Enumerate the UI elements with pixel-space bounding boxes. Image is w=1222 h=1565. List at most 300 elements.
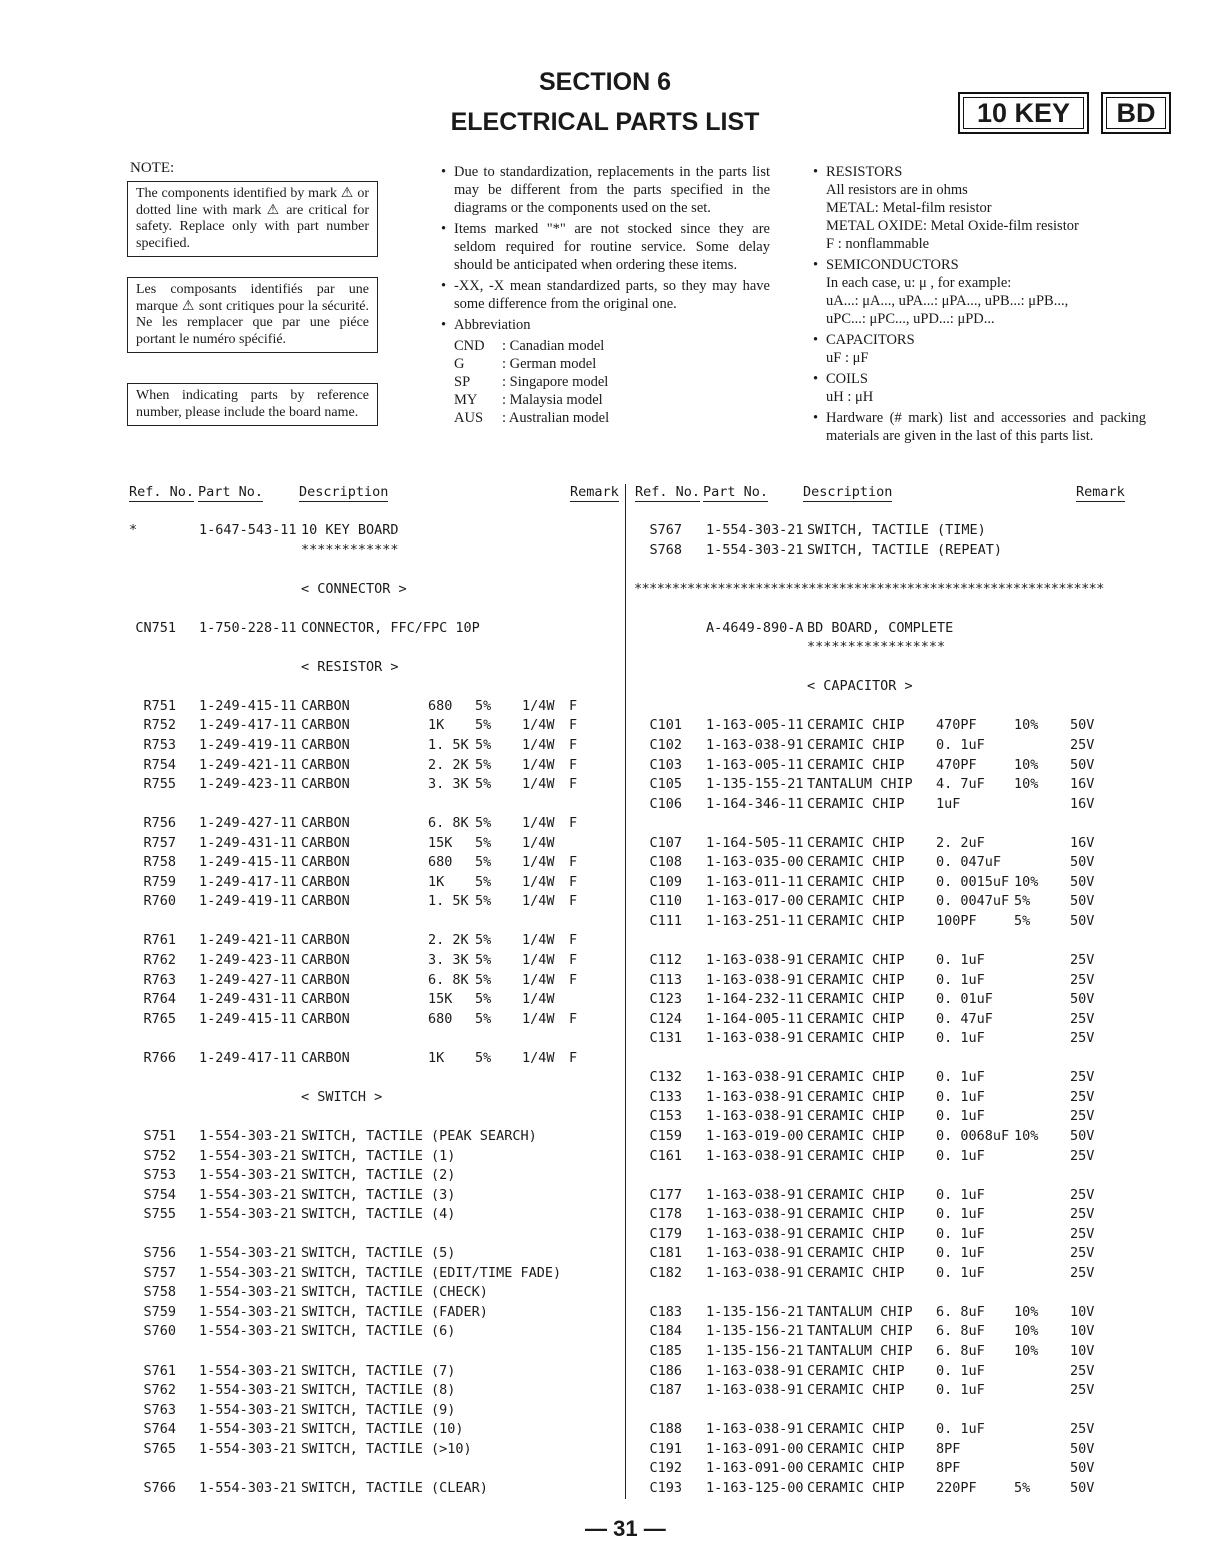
cell-ref-no: S754 <box>143 1186 176 1203</box>
table-row <box>628 835 1222 855</box>
cell-value: 0. 1uF <box>936 971 985 988</box>
note-label: NOTE: <box>130 160 175 176</box>
cell-tolerance: 5% <box>475 854 492 871</box>
cell-ref-no: S755 <box>143 1206 176 1223</box>
cell-description: CARBON <box>301 854 350 871</box>
table-row <box>0 972 622 992</box>
cell-description: < RESISTOR > <box>301 658 399 675</box>
cell-ref-no: R754 <box>143 756 176 773</box>
cell-tolerance: 10% <box>1014 1303 1039 1320</box>
cell-description: CERAMIC CHIP <box>807 1108 905 1125</box>
cell-remark: 25V <box>1070 1245 1095 1262</box>
cell-description: CARBON <box>301 834 350 851</box>
cell-tolerance: 10% <box>1014 776 1039 793</box>
coils-title: • COILS <box>812 370 1146 388</box>
capacitors-lines: uF : μF <box>826 350 869 366</box>
cell-tolerance: 5% <box>1014 893 1031 910</box>
table-row <box>628 600 1222 620</box>
table-row <box>0 1069 622 1089</box>
table-row <box>628 1245 1222 1265</box>
cell-ref-no: C193 <box>649 1479 682 1496</box>
cell-tolerance: 10% <box>1014 1127 1039 1144</box>
cell-value: 1uF <box>936 795 961 812</box>
cell-part-no: 1-163-035-00 <box>706 854 804 871</box>
table-row <box>0 1030 622 1050</box>
cell-value: 2. 2K <box>428 756 469 773</box>
cell-description: SWITCH, TACTILE (EDIT/TIME FADE) <box>301 1264 562 1281</box>
table-row <box>628 1069 1222 1089</box>
cell-value: 0. 1uF <box>936 1245 985 1262</box>
note-items-marked: • Items marked "*" are not stocked since they are seldom required for routine service. Some delay should be anticipated when ordering these items. <box>440 220 770 274</box>
right-notes <box>812 163 1146 448</box>
cell-value: 680 <box>428 1010 453 1027</box>
table-row <box>628 1323 1222 1343</box>
cell-ref-no: S761 <box>143 1362 176 1379</box>
cell-description: CERAMIC CHIP <box>807 1127 905 1144</box>
cell-description: CERAMIC CHIP <box>807 1245 905 1262</box>
cell-description: < CONNECTOR > <box>301 580 407 597</box>
table-row <box>0 1089 622 1109</box>
cell-part-no: 1-163-038-91 <box>706 1382 804 1399</box>
cell-remark: 25V <box>1070 1186 1095 1203</box>
cell-ref-no: C106 <box>649 795 682 812</box>
cell-rating: 1/4W <box>522 971 555 988</box>
abbreviation-row: MY : Malaysia model <box>454 392 603 408</box>
cell-remark: 50V <box>1070 991 1095 1008</box>
cell-remark: 25V <box>1070 1088 1095 1105</box>
cell-ref-no: C187 <box>649 1382 682 1399</box>
cell-description: < CAPACITOR > <box>807 678 913 695</box>
cell-description: CARBON <box>301 873 350 890</box>
table-row <box>628 932 1222 952</box>
cell-tolerance: 5% <box>475 815 492 832</box>
section-title: SECTION 6 <box>539 68 671 96</box>
cell-ref-no: S763 <box>143 1401 176 1418</box>
cell-value: 0. 1uF <box>936 1382 985 1399</box>
header-ref-no: Ref. No. <box>129 484 195 500</box>
cell-ref-no: R751 <box>143 697 176 714</box>
cell-value: 6. 8uF <box>936 1342 985 1359</box>
table-row <box>628 522 1222 542</box>
page-title: ELECTRICAL PARTS LIST <box>450 108 760 136</box>
cell-ref-no: R752 <box>143 717 176 734</box>
cell-remark: 50V <box>1070 873 1095 890</box>
cell-description: CARBON <box>301 717 350 734</box>
semiconductors-lines: In each case, u: μ , for example: uA...: μA..., uPA...: μPA..., uPB...: μPB..., uPC...: μPC..., uPD...: μPD... <box>826 275 1069 327</box>
cell-remark: 25V <box>1070 1362 1095 1379</box>
table-row <box>628 893 1222 913</box>
semiconductors-title: • SEMICONDUCTORS <box>812 256 1146 274</box>
cell-remark: F <box>569 756 578 773</box>
cell-ref-no: R759 <box>143 873 176 890</box>
cell-part-no: 1-163-091-00 <box>706 1440 804 1457</box>
cell-remark: 25V <box>1070 952 1095 969</box>
table-row <box>628 1441 1222 1461</box>
cell-tolerance: 5% <box>475 893 492 910</box>
cell-description: BD BOARD, COMPLETE <box>807 619 954 636</box>
table-row <box>0 1206 622 1226</box>
cell-part-no: 1-647-543-11 <box>199 522 297 538</box>
cell-description: CERAMIC CHIP <box>807 1479 905 1496</box>
cell-value: 0. 1uF <box>936 1225 985 1242</box>
cell-description: < SWITCH > <box>301 1088 383 1105</box>
cell-description: SWITCH, TACTILE (1) <box>301 1147 456 1164</box>
cell-value: 0. 01uF <box>936 991 993 1008</box>
table-row <box>628 913 1222 933</box>
cell-description: SWITCH, TACTILE (10) <box>301 1421 464 1438</box>
cell-remark: 50V <box>1070 854 1095 871</box>
cell-ref-no: C112 <box>649 952 682 969</box>
table-row <box>0 1441 622 1461</box>
table-row <box>628 796 1222 816</box>
table-row <box>628 698 1222 718</box>
cell-rating: 1/4W <box>522 1010 555 1027</box>
cell-part-no: 1-163-251-11 <box>706 912 804 929</box>
cell-ref-no: S760 <box>143 1323 176 1340</box>
cell-ref-no: C191 <box>649 1440 682 1457</box>
table-row <box>628 678 1222 698</box>
abbreviation-list <box>440 337 770 427</box>
cell-part-no: 1-163-091-00 <box>706 1460 804 1477</box>
abbreviation-row: G : German model <box>454 356 597 372</box>
cell-part-no: 1-163-038-91 <box>706 1245 804 1262</box>
cell-part-no: 1-163-038-91 <box>706 952 804 969</box>
cell-remark: 25V <box>1070 1030 1095 1047</box>
table-row <box>628 1265 1222 1285</box>
cell-value: 0. 1uF <box>936 1088 985 1105</box>
cell-part-no: 1-135-156-21 <box>706 1323 804 1340</box>
cell-description: SWITCH, TACTILE (REPEAT) <box>807 541 1003 558</box>
cell-value: 470PF <box>936 717 977 734</box>
table-row <box>628 1206 1222 1226</box>
cell-ref-no: S765 <box>143 1440 176 1457</box>
cell-value: 680 <box>428 854 453 871</box>
cell-part-no: 1-164-346-11 <box>706 795 804 812</box>
cell-remark: 10V <box>1070 1303 1095 1320</box>
cell-remark: 50V <box>1070 717 1095 734</box>
cell-remark: F <box>569 971 578 988</box>
cell-rating: 1/4W <box>522 756 555 773</box>
cell-part-no: 1-249-423-11 <box>199 952 297 969</box>
cell-description: CERAMIC CHIP <box>807 1421 905 1438</box>
parts-table-right <box>628 522 1222 1499</box>
cell-ref-no: R760 <box>143 893 176 910</box>
cell-part-no: 1-163-038-91 <box>706 1147 804 1164</box>
cell-value: 1. 5K <box>428 893 469 910</box>
separator-stars: ************************************************************** <box>634 580 1104 597</box>
cell-ref-no: R758 <box>143 854 176 871</box>
cell-description: CARBON <box>301 893 350 910</box>
cell-part-no: A-4649-890-A <box>706 619 804 636</box>
table-row <box>628 1343 1222 1363</box>
cell-description: ***************** <box>807 639 946 656</box>
cell-ref-no: C123 <box>649 991 682 1008</box>
table-row <box>628 815 1222 835</box>
cell-remark: 25V <box>1070 1421 1095 1438</box>
cell-ref-no: C101 <box>649 717 682 734</box>
cell-rating: 1/4W <box>522 873 555 890</box>
table-row <box>0 581 622 601</box>
cell-description: CARBON <box>301 932 350 949</box>
cell-part-no: 1-554-303-21 <box>199 1421 297 1438</box>
cell-ref-no: C111 <box>649 912 682 929</box>
cell-ref-no: R755 <box>143 776 176 793</box>
cell-part-no: 1-554-303-21 <box>199 1382 297 1399</box>
table-row <box>628 1187 1222 1207</box>
cell-tolerance: 5% <box>475 991 492 1008</box>
cell-value: 0. 1uF <box>936 1264 985 1281</box>
cell-ref-no: C177 <box>649 1186 682 1203</box>
cell-description: CERAMIC CHIP <box>807 717 905 734</box>
table-row <box>628 1030 1222 1050</box>
table-row <box>0 639 622 659</box>
table-row <box>628 1089 1222 1109</box>
cell-ref-no: R762 <box>143 952 176 969</box>
cell-ref-no: C186 <box>649 1362 682 1379</box>
cell-part-no: 1-554-303-21 <box>706 541 804 558</box>
cell-part-no: 1-163-038-91 <box>706 1186 804 1203</box>
table-row <box>0 1343 622 1363</box>
cell-ref-no: C103 <box>649 756 682 773</box>
cell-tolerance: 10% <box>1014 717 1039 734</box>
table-row <box>628 1460 1222 1480</box>
cell-rating: 1/4W <box>522 776 555 793</box>
cell-tolerance: 5% <box>1014 912 1031 929</box>
cell-description: CERAMIC CHIP <box>807 1030 905 1047</box>
cell-part-no: 1-554-303-21 <box>199 1127 297 1144</box>
cell-ref-no: C109 <box>649 873 682 890</box>
cell-ref-no: S767 <box>649 522 682 538</box>
cell-description: SWITCH, TACTILE (CHECK) <box>301 1284 488 1301</box>
cell-description: CERAMIC CHIP <box>807 1186 905 1203</box>
cell-part-no: 1-249-421-11 <box>199 756 297 773</box>
cell-remark: F <box>569 697 578 714</box>
cell-part-no: 1-554-303-21 <box>199 1440 297 1457</box>
table-row <box>628 972 1222 992</box>
cell-part-no: 1-249-419-11 <box>199 737 297 754</box>
note-standardization: • Due to standardization, replacements in the parts list may be different from the parts specified in the diagrams or the components used on the set. <box>440 163 770 217</box>
cell-ref-no: S753 <box>143 1167 176 1184</box>
header-remark-right: Remark <box>1076 484 1125 500</box>
column-divider <box>625 484 626 1499</box>
cell-part-no: 1-163-038-91 <box>706 1362 804 1379</box>
cell-description: CERAMIC CHIP <box>807 1010 905 1027</box>
cell-remark: F <box>569 932 578 949</box>
table-row <box>0 1187 622 1207</box>
cell-value: 0. 47uF <box>936 1010 993 1027</box>
table-row <box>0 1382 622 1402</box>
cell-part-no: 1-249-419-11 <box>199 893 297 910</box>
cell-value: 8PF <box>936 1440 961 1457</box>
cell-value: 0. 1uF <box>936 1362 985 1379</box>
cell-rating: 1/4W <box>522 854 555 871</box>
cell-description: SWITCH, TACTILE (TIME) <box>807 522 986 538</box>
cell-rating: 1/4W <box>522 932 555 949</box>
cell-part-no: 1-554-303-21 <box>199 1186 297 1203</box>
note-abbreviation: • Abbreviation <box>440 316 770 334</box>
cell-value: 4. 7uF <box>936 776 985 793</box>
cell-description: TANTALUM CHIP <box>807 1323 913 1340</box>
table-row <box>0 1460 622 1480</box>
table-row <box>628 1284 1222 1304</box>
cell-description: SWITCH, TACTILE (PEAK SEARCH) <box>301 1127 537 1144</box>
cell-tolerance: 10% <box>1014 873 1039 890</box>
cell-part-no: 1-249-415-11 <box>199 854 297 871</box>
table-row <box>628 1148 1222 1168</box>
table-row <box>0 1011 622 1031</box>
cell-ref-no: S762 <box>143 1382 176 1399</box>
cell-part-no: 1-163-005-11 <box>706 756 804 773</box>
cell-value: 0. 0068uF <box>936 1127 1010 1144</box>
cell-part-no: 1-554-303-21 <box>199 1264 297 1281</box>
cell-description: SWITCH, TACTILE (5) <box>301 1245 456 1262</box>
table-row <box>0 874 622 894</box>
cell-description: CARBON <box>301 971 350 988</box>
cell-part-no: 1-554-303-21 <box>199 1362 297 1379</box>
cell-ref-no: C159 <box>649 1127 682 1144</box>
table-row <box>628 639 1222 659</box>
cell-description: SWITCH, TACTILE (4) <box>301 1206 456 1223</box>
table-row <box>628 1421 1222 1441</box>
cell-description: CERAMIC CHIP <box>807 1147 905 1164</box>
cell-description: ************ <box>301 541 399 558</box>
table-row <box>0 1128 622 1148</box>
cell-remark: 25V <box>1070 1264 1095 1281</box>
cell-description: SWITCH, TACTILE (9) <box>301 1401 456 1418</box>
cell-ref-no: S758 <box>143 1284 176 1301</box>
cell-description: SWITCH, TACTILE (3) <box>301 1186 456 1203</box>
cell-tolerance: 5% <box>475 756 492 773</box>
cell-part-no: 1-135-156-21 <box>706 1342 804 1359</box>
table-row <box>628 581 1222 601</box>
cell-part-no: 1-164-005-11 <box>706 1010 804 1027</box>
cell-ref-no: S756 <box>143 1245 176 1262</box>
cell-description: CARBON <box>301 952 350 969</box>
cell-remark: 25V <box>1070 1010 1095 1027</box>
cell-ref-no: C108 <box>649 854 682 871</box>
cell-part-no: 1-163-038-91 <box>706 1225 804 1242</box>
cell-description: CERAMIC CHIP <box>807 1206 905 1223</box>
cell-description: SWITCH, TACTILE (FADER) <box>301 1303 488 1320</box>
hardware-note: • Hardware (# mark) list and accessories and packing materials are given in the last of this parts list. <box>812 409 1146 445</box>
cell-part-no: 1-163-011-11 <box>706 873 804 890</box>
cell-ref-no: C178 <box>649 1206 682 1223</box>
cell-remark: F <box>569 1010 578 1027</box>
cell-remark: 50V <box>1070 756 1095 773</box>
cell-tolerance: 5% <box>475 834 492 851</box>
cell-value: 6. 8uF <box>936 1323 985 1340</box>
cell-description: 10 KEY BOARD <box>301 522 399 538</box>
cell-description: CONNECTOR, FFC/FPC 10P <box>301 619 480 636</box>
cell-description: CERAMIC CHIP <box>807 912 905 929</box>
cell-rating: 1/4W <box>522 893 555 910</box>
table-row <box>628 1363 1222 1383</box>
cell-value: 470PF <box>936 756 977 773</box>
cell-rating: 1/4W <box>522 737 555 754</box>
resistors-lines: All resistors are in ohms METAL: Metal-film resistor METAL OXIDE: Metal Oxide-film resistor F : nonflammable <box>826 182 1079 252</box>
table-row <box>0 678 622 698</box>
cell-part-no: 1-163-038-91 <box>706 1264 804 1281</box>
cell-description: CERAMIC CHIP <box>807 1264 905 1281</box>
cell-part-no: 1-163-038-91 <box>706 1069 804 1086</box>
table-row <box>0 600 622 620</box>
cell-remark: 10V <box>1070 1342 1095 1359</box>
table-row <box>0 522 622 542</box>
cell-remark: F <box>569 893 578 910</box>
table-row <box>0 620 622 640</box>
cell-tolerance: 5% <box>475 932 492 949</box>
cell-rating: 1/4W <box>522 834 555 851</box>
table-row <box>628 1226 1222 1246</box>
cell-part-no: 1-554-303-21 <box>199 1303 297 1320</box>
cell-tolerance: 5% <box>475 697 492 714</box>
table-row <box>0 952 622 972</box>
table-row <box>628 561 1222 581</box>
cell-ref-no: C192 <box>649 1460 682 1477</box>
cell-description: CARBON <box>301 737 350 754</box>
cell-remark: F <box>569 873 578 890</box>
cell-part-no: 1-249-423-11 <box>199 776 297 793</box>
cell-part-no: 1-249-427-11 <box>199 971 297 988</box>
coils-lines: uH : μH <box>826 389 874 405</box>
cell-part-no: 1-554-303-21 <box>199 1147 297 1164</box>
cell-value: 0. 1uF <box>936 1421 985 1438</box>
cell-part-no: 1-249-417-11 <box>199 717 297 734</box>
cell-remark: 25V <box>1070 1225 1095 1242</box>
cell-ref-no: C182 <box>649 1264 682 1281</box>
table-row <box>0 913 622 933</box>
middle-notes <box>440 163 770 427</box>
table-row <box>628 1011 1222 1031</box>
cell-part-no: 1-554-303-21 <box>199 1479 297 1496</box>
cell-description: CERAMIC CHIP <box>807 1440 905 1457</box>
resistors-title: • RESISTORS <box>812 163 1146 181</box>
cell-value: 0. 047uF <box>936 854 1002 871</box>
cell-value: 1K <box>428 873 445 890</box>
cell-ref-no: R761 <box>143 932 176 949</box>
cell-ref-no: C183 <box>649 1303 682 1320</box>
cell-ref-no: C133 <box>649 1088 682 1105</box>
cell-description: CERAMIC CHIP <box>807 1225 905 1242</box>
cell-ref-no: R764 <box>143 991 176 1008</box>
cell-ref-no: C153 <box>649 1108 682 1125</box>
table-row <box>628 757 1222 777</box>
cell-ref-no: S752 <box>143 1147 176 1164</box>
table-row <box>628 1108 1222 1128</box>
cell-tolerance: 10% <box>1014 756 1039 773</box>
cell-part-no: 1-163-038-91 <box>706 971 804 988</box>
cell-value: 3. 3K <box>428 952 469 969</box>
cell-description: CARBON <box>301 776 350 793</box>
table-row <box>0 1245 622 1265</box>
header-description: Description <box>299 484 389 500</box>
table-row <box>628 952 1222 972</box>
cell-ref-no: R765 <box>143 1010 176 1027</box>
tag-10-key: 10 KEY <box>958 92 1089 134</box>
parts-table-left <box>0 522 622 1499</box>
cell-value: 2. 2K <box>428 932 469 949</box>
cell-ref-no: C105 <box>649 776 682 793</box>
table-row <box>628 991 1222 1011</box>
cell-ref-no: S766 <box>143 1479 176 1496</box>
cell-description: CARBON <box>301 991 350 1008</box>
cell-part-no: 1-249-421-11 <box>199 932 297 949</box>
cell-remark: 50V <box>1070 1440 1095 1457</box>
cell-ref-no: R766 <box>143 1049 176 1066</box>
cell-rating: 1/4W <box>522 952 555 969</box>
cell-value: 1K <box>428 717 445 734</box>
cell-tolerance: 5% <box>1014 1479 1031 1496</box>
